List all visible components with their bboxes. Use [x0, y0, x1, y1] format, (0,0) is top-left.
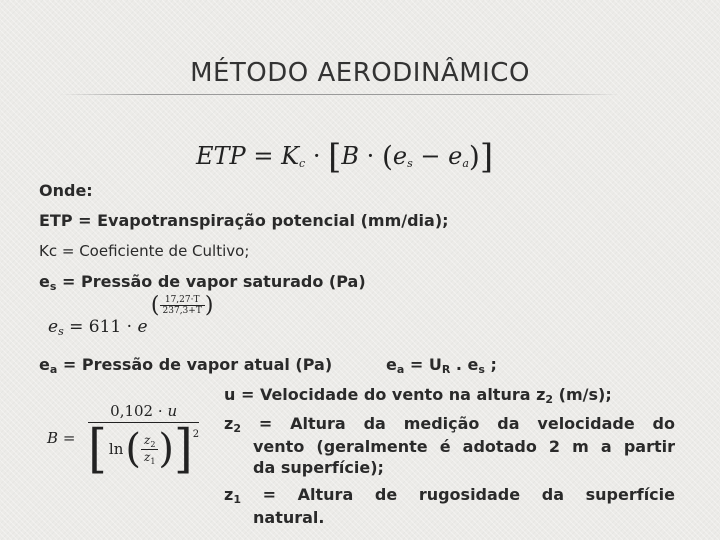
exponent-numerator: 17,27·T	[164, 295, 200, 305]
u-definition: u = Velocidade do vento na altura $z_2$ (m/s);	[224, 385, 612, 406]
title-divider	[60, 94, 620, 95]
etp-definition: ETP = Evapotranspiração potencial (mm/dia);	[39, 211, 449, 230]
es-definition: $e_s$ = Pressão de vapor saturado (Pa)	[39, 272, 366, 293]
ea-definition: $e_a$ = Pressão de vapor atual (Pa)	[39, 355, 333, 376]
b-formula: B = 0,102 · u [ ln ( $\frac{z_2}{z_1}$ ) ] $^2$	[47, 402, 200, 480]
z1-definition: $z_1$ = Altura de rugosidade da superfície	[224, 485, 675, 506]
right-bracket: ]	[479, 137, 494, 177]
etp-symbol: ETP	[196, 142, 246, 170]
kc-definition: Kc = Coeficiente de Cultivo;	[39, 242, 250, 260]
z1-definition-end: natural.	[253, 508, 325, 527]
left-bracket: [	[328, 137, 342, 177]
etp-formula: ETP = $K_c \cdot [B \cdot (e_s - e_a)]$	[196, 137, 494, 177]
z2-definition-end: da superfície);	[253, 458, 384, 477]
z2-definition: $z_2$ = Altura da medição da velocidade do	[224, 414, 675, 435]
page-title: MÉTODO AERODINÂMICO	[190, 58, 530, 88]
ea-relation: $e_a = U_R$ . $e_s$ ;	[386, 355, 497, 376]
exponent-denominator: 237,3+T	[160, 305, 205, 316]
onde-label: Onde:	[39, 181, 93, 200]
z2-definition-cont: vento (geralmente é adotado 2 m a partir	[253, 437, 675, 456]
es-formula: $e_s = 611 \cdot e$ ( $\frac{17,27\cdot T}{237,3+T}$ )	[48, 293, 214, 338]
